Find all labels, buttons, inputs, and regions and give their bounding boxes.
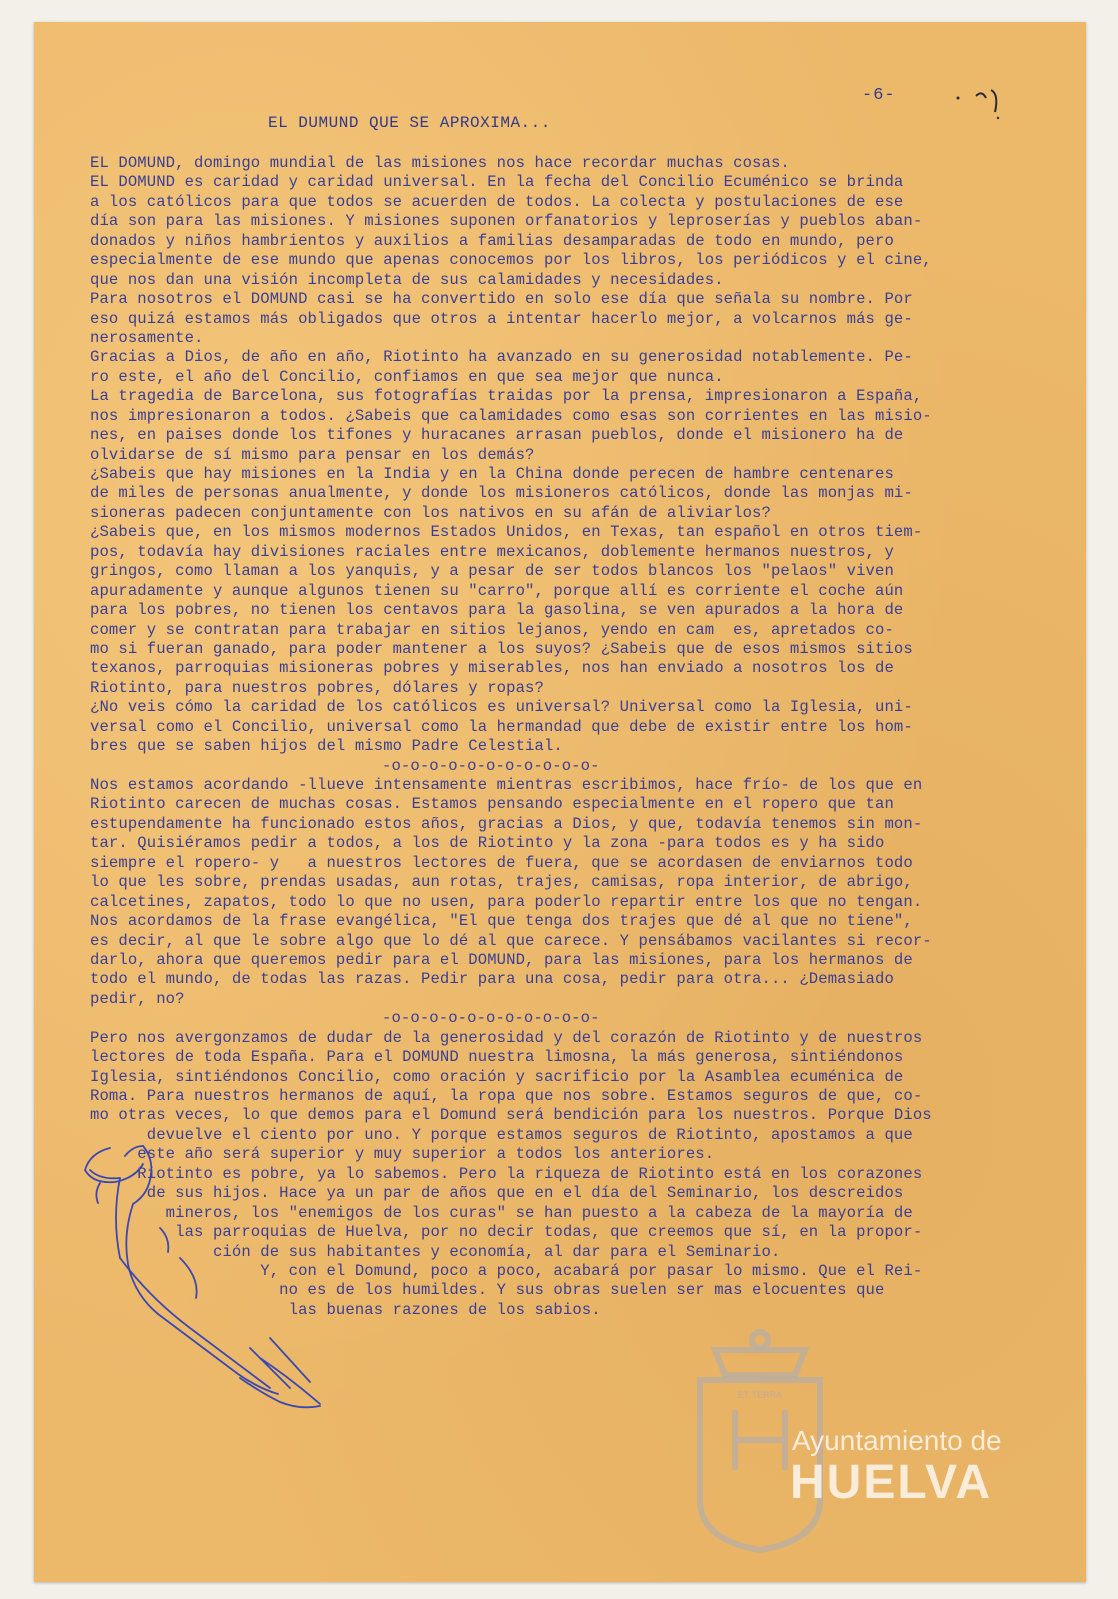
text-line: La tragedia de Barcelona, sus fotografías traidas por la prensa, impresionaron a España, [90,387,923,406]
text-line: devuelve el ciento por uno. Y porque estamos seguros de Riotinto, apostamos a que [90,1125,913,1144]
text-line: tar. Quisiéramos pedir a todos, a los de Riotinto y la zona -para todos es y ha sido [90,834,885,853]
text-line: ¿Sabeis que hay misiones en la India y en la China donde perecen de hambre centenares [90,465,894,483]
text-line: las buenas razones de los sabios. [90,1300,601,1319]
text-line: Gracias a Dios, de año en año, Riotinto ha avanzado en su generosidad notablemente. Pe- [90,348,913,367]
section-separator: -o-o-o-o-o-o-o-o-o-o-o- [382,1009,600,1028]
text-line: pos, todavía hay divisiones raciales entre mexicanos, doblemente hermanos nuestros, y [90,542,894,561]
text-line: sioneras padecen conjuntamente con los nativos en su afán de aliviarlos? [90,503,771,522]
text-line: lo que les sobre, prendas usadas, aun rotas, trajes, camisas, ropa interior, de abrigo, [90,873,913,892]
text-line: ¿No veis cómo la caridad de los católicos es universal? Universal como la Iglesia, uni- [90,698,913,717]
text-line: Riotinto, para nuestros pobres, dólares y ropas? [90,678,544,697]
article-title: EL DUMUND QUE SE APROXIMA... [268,114,551,132]
text-line: es decir, al que le sobre algo que lo dé al que carece. Y pensábamos vacilantes si recor- [90,931,932,950]
text-line: nos impresionaron a todos. ¿Sabeis que calamidades como esas son corrientes en las misio- [90,406,932,425]
text-line: ro este, el año del Concilio, confiamos en que sea mejor que nunca. [90,367,724,386]
text-line: donados y niños hambrientos y auxilios a familias desamparadas de todo en mundo, pero [90,231,894,250]
text-line: mo si fueran ganado, para poder mantener a los suyos? ¿Sabeis que de esos mismos sitios [90,639,913,658]
text-line: todo el mundo, de todas las razas. Pedir para una cosa, pedir para otra... ¿Demasiado [90,970,894,989]
text-line: olvidarse de sí mismo para pensar en los demás? [90,445,535,464]
text-line: día son para las misiones. Y misiones suponen orfanatorios y leproserías y pueblos aban- [90,212,923,231]
text-line: Nos estamos acordando -llueve intensamente mientras escribimos, hace frío- de los que en [90,776,923,794]
text-line: gringos, como llaman a los yanquis, y a pesar de ser todos blancos los "pelaos" viven [90,562,894,581]
text-line: apuradamente y aunque algunos tienen su "carro", porque allí es corriente el coche aún [90,581,904,600]
text-line: versal como el Concilio, universal como la hermandad que debe de existir entre los hom- [90,717,913,736]
text-line: de miles de personas anualmente, y donde los misioneros católicos, donde las monjas mi- [90,484,913,503]
ink-smudge-mark [936,68,1016,123]
text-line: Riotinto carecen de muchas cosas. Estamos pensando especialmente en el ropero que tan [90,795,894,814]
text-line: especialmente de ese mundo que apenas conocemos por los libros, los periódicos y el cine, [90,251,932,270]
shield-motto: ET TERRA [737,1390,783,1400]
text-line: darlo, ahora que queremos pedir para el DOMUND, para las misiones, para los hermanos de [90,950,913,969]
text-line: comer y se contratan para trabajar en sitios lejanos, yendo en cam es, apretados co- [90,620,894,639]
text-line: de sus hijos. Hace ya un par de años que en el día del Seminario, los descreidos [90,1184,904,1203]
text-line: eso quizá estamos más obligados que otros a intentar hacerlo mejor, a volcarnos más ge- [90,309,913,328]
text-line: estupendamente ha funcionado estos años, gracias a Dios, y que, todavía tenemos sin mon- [90,814,923,833]
watermark-line1: Ayuntamiento de [792,1425,1002,1456]
text-line: mineros, los "enemigos de los curas" se han puesto a la cabeza de la mayoría de [90,1203,913,1222]
text-line: nes, en paises donde los tifones y huracanes arrasan pueblos, donde el misionero ha de [90,426,904,445]
text-line: Pero nos avergonzamos de dudar de la generosidad y del corazón de Riotinto y de nuestros [90,1028,923,1047]
text-line: lectores de toda España. Para el DOMUND nuestra limosna, la más generosa, sintiéndonos [90,1048,904,1067]
praying-hands-sketch [60,1108,380,1418]
text-line: siempre el ropero- y a nuestros lectores de fuera, que se acordasen de enviarnos todo [90,853,913,872]
text-line: para los pobres, no tienen los centavos para la gasolina, se ven apurados a la hora de [90,601,904,620]
text-line: Nos acordamos de la frase evangélica, "El que tenga dos trajes que dé al que no tiene", [90,912,913,931]
text-line: pedir, no? [90,989,185,1008]
text-line: Riotinto es pobre, ya lo sabemos. Pero la riqueza de Riotinto está en los corazones [90,1164,923,1183]
section-separator: -o-o-o-o-o-o-o-o-o-o-o- [382,756,600,775]
text-line: EL DOMUND es caridad y caridad universal. En la fecha del Concilio Ecuménico se brinda [90,173,904,192]
text-line: bres que se saben hijos del mismo Padre Celestial. [90,737,563,756]
text-line: Roma. Para nuestros hermanos de aquí, la ropa que nos sobre. Estamos seguros de que, co- [90,1087,923,1105]
page-number: -6- [862,86,896,105]
text-line: Y, con el Domund, poco a poco, acabará por pasar lo mismo. Que el Rei- [90,1261,923,1280]
text-line: nerosamente. [90,328,204,347]
text-line: a los católicos para que todos se acuerden de todos. La colecta y postulaciones de ese [90,192,904,211]
watermark-line2: HUELVA [790,1456,993,1509]
text-line: Para nosotros el DOMUND casi se ha convertido en solo ese día que señala su nombre. Por [90,290,913,309]
text-line: ¿Sabeis que, en los mismos modernos Estados Unidos, en Texas, tan español en otros tiem- [90,523,923,542]
text-line: EL DOMUND, domingo mundial de las misiones nos hace recordar muchas cosas. [90,154,790,172]
text-line: Iglesia, sintiéndonos Concilio, como oración y sacrificio por la Asamblea ecuménica de [90,1067,904,1086]
text-line: texanos, parroquias misioneras pobres y miserables, nos han enviado a nosotros los de [90,659,894,678]
text-line: mo otras veces, lo que demos para el Domund será bendición para los nuestros. Porque Dios [90,1106,932,1125]
text-line: las parroquias de Huelva, por no decir todas, que creemos que sí, en la propor- [90,1223,923,1242]
text-line: este año será superior y muy superior a todos los anteriores. [90,1145,715,1164]
text-line: calcetines, zapatos, todo lo que no usen, para poderlo repartir entre los que no tengan. [90,892,923,911]
text-line: ción de sus habitantes y economía, al dar para el Seminario. [90,1242,781,1261]
text-line: que nos dan una visión incompleta de sus calamidades y necesidades. [90,270,724,289]
text-line: no es de los humildes. Y sus obras suelen ser mas elocuentes que [90,1281,885,1300]
